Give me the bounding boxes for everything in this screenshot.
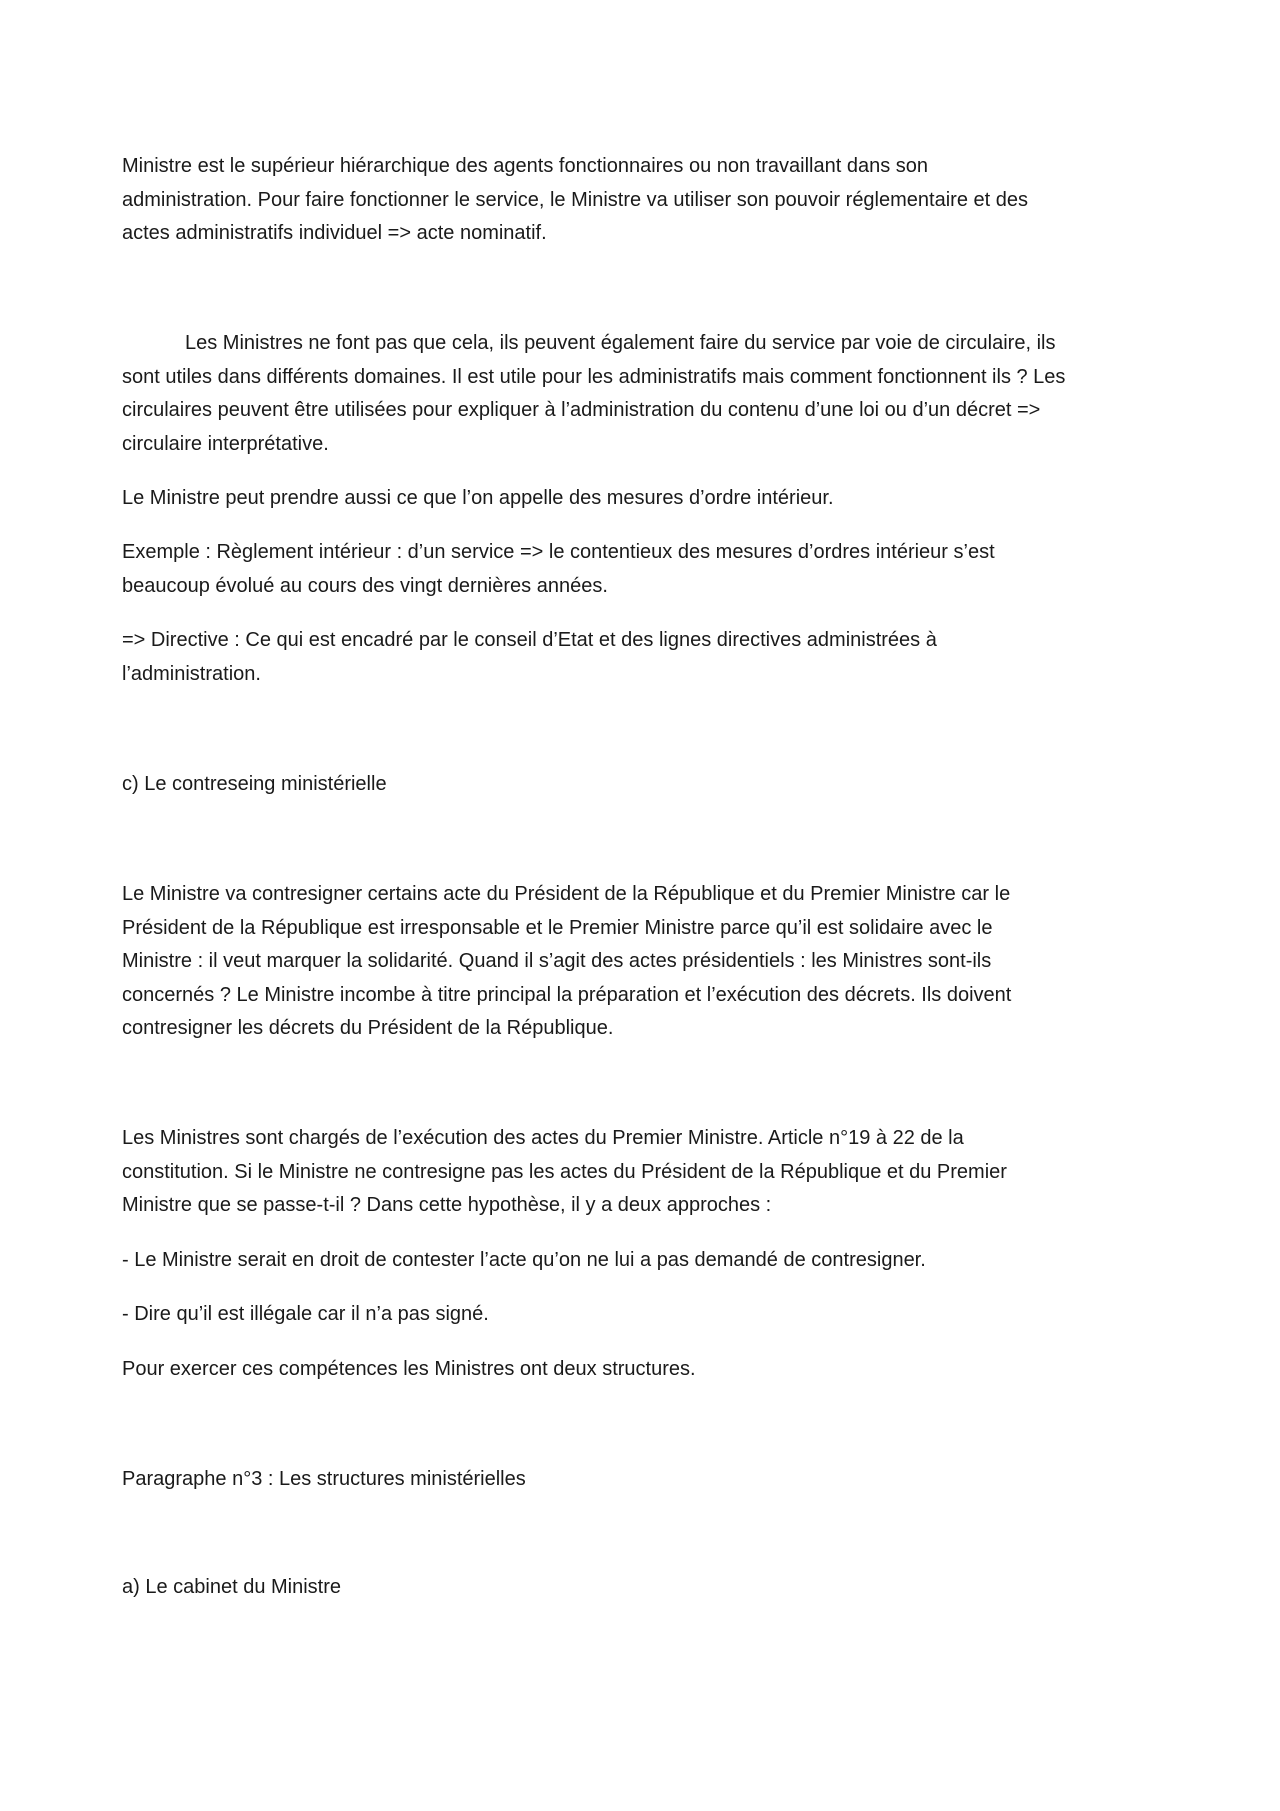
list-item-approche-1 bbox=[122, 1244, 1162, 1278]
paragraph-contresigner bbox=[122, 878, 1162, 1046]
text-line: Exemple : Règlement intérieur : d’un service => le contentieux des mesures d’ordres intérieur s’est bbox=[122, 541, 995, 563]
paragraph-exemple bbox=[122, 536, 1162, 603]
text-line: Président de la République est irresponsable et le Premier Ministre parce qu’il est solidaire avec le bbox=[122, 916, 993, 939]
paragraph-circulaires bbox=[122, 327, 1162, 461]
text-line: sont utiles dans différents domaines. Il est utile pour les administratifs mais comment fonctionnent ils ? Les bbox=[122, 365, 1066, 388]
text-line: constitution. Si le Ministre ne contresigne pas les actes du Président de la République et du Premier bbox=[122, 1160, 1007, 1183]
text-line: - Dire qu’il est illégale car il n’a pas signé. bbox=[122, 1303, 489, 1325]
text-line bbox=[122, 327, 1162, 361]
text-line: Pour exercer ces compétences les Ministres ont deux structures. bbox=[122, 1358, 696, 1380]
text-line: concernés ? Le Ministre incombe à titre principal la préparation et l’exécution des décrets. Ils doivent bbox=[122, 983, 1012, 1006]
text-line: Le Ministre va contresigner certains acte du Président de la République et du Premier Ministre car le bbox=[122, 883, 1011, 905]
paragraph-competences bbox=[122, 1353, 1162, 1387]
text-line: - Le Ministre serait en droit de contester l’acte qu’on ne lui a pas demandé de contresigner. bbox=[122, 1249, 926, 1271]
text-line: l’administration. bbox=[122, 662, 261, 685]
heading-text: Paragraphe n°3 : Les structures ministérielles bbox=[122, 1468, 526, 1490]
text-line: Les Ministres sont chargés de l’exécution des actes du Premier Ministre. Article n°19 à 22 de la bbox=[122, 1127, 964, 1149]
paragraph-execution bbox=[122, 1122, 1162, 1223]
section-heading-cabinet bbox=[122, 1571, 1162, 1605]
text-line: beaucoup évolué au cours des vingt dernières années. bbox=[122, 574, 608, 597]
text-line: actes administratifs individuel => acte nominatif. bbox=[122, 222, 547, 244]
text-line: Ministre : il veut marquer la solidarité. Quand il s’agit des actes présidentiels : les Ministres sont-ils bbox=[122, 950, 992, 972]
text-line: circulaire interprétative. bbox=[122, 432, 329, 455]
paragraph-directive bbox=[122, 624, 1162, 691]
paragraph-mesures-ordre-interieur bbox=[122, 482, 1162, 516]
section-heading-paragraphe-3 bbox=[122, 1463, 1162, 1497]
text-line: => Directive : Ce qui est encadré par le conseil d’Etat et des lignes directives administrées à bbox=[122, 629, 937, 651]
heading-text: c) Le contreseing ministérielle bbox=[122, 773, 387, 795]
text-line: Le Ministre peut prendre aussi ce que l’on appelle des mesures d’ordre intérieur. bbox=[122, 487, 834, 509]
list-item-approche-2 bbox=[122, 1298, 1162, 1332]
section-heading-contreseing bbox=[122, 768, 1162, 802]
text-line-content: Les Ministres ne font pas que cela, ils peuvent également faire du service par voie de circulaire, ils bbox=[185, 332, 1056, 354]
text-line: contresigner les décrets du Président de la République. bbox=[122, 1017, 614, 1039]
heading-text: a) Le cabinet du Ministre bbox=[122, 1576, 342, 1598]
paragraph-intro bbox=[122, 150, 1162, 251]
text-line: Ministre que se passe-t-il ? Dans cette hypothèse, il y a deux approches : bbox=[122, 1194, 772, 1216]
text-line: Ministre est le supérieur hiérarchique des agents fonctionnaires ou non travaillant dans son bbox=[122, 155, 929, 177]
text-line: circulaires peuvent être utilisées pour expliquer à l’administration du contenu d’une loi ou d’un décret => bbox=[122, 399, 1041, 421]
text-line: administration. Pour faire fonctionner le service, le Ministre va utiliser son pouvoir réglementaire et des bbox=[122, 188, 1028, 211]
